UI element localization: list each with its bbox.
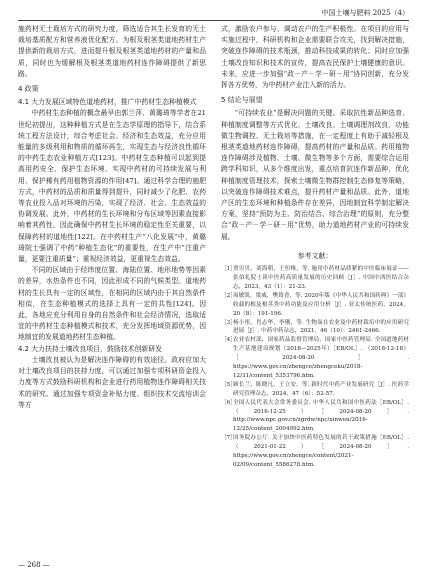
journal-issue: 中国土壤与肥料 2025（4） — [321, 9, 409, 17]
paragraph-4-2-b: 式，激励农户参与、调动农户的生产积极性。在项目的应用与实施过程中，科研机构和企业需要联合攻关，找到解决措施，突破连作障碍的技术瓶颈，推动科技成果的转化；同时应加强土壤改良知识和技术的宣传，提高农民保护土壤健康的意识。未来，应进一步加强“政－产－学－研－用”协同创新，充分发挥各方优势，为中药材产业注入新的活力。 — [221, 25, 409, 90]
reference-text: 全国人民代表大会常务委员会. 中华人民共和国中医药法［EB/OL］. （2016-12-25）［2024-08-20］. http://www.npc.gov.cn/zgrdw/npc/xinwen/2016-12/25/content_2004992.htm. — [233, 399, 409, 433]
intro-paragraph: 施药材无土栽培方式的研究力度，筛选适合其生长发育的无土栽培基质配方和营养液优化配方。为根及根茎类道地药材生产提供新的栽培方式，进而提升根及根茎类道地药材的产量和品质，同时也为缓解根及根茎类道地药材连作障碍提供了新思路。 — [18, 25, 206, 78]
reference-text: 顾长兰，陈晓凡，王立安，等. 新时代中药产业发展研究［J］. 医药学研究管理杂志，2024，47（6）：52-57. — [233, 381, 409, 397]
paragraph-4-1-b: 不同的区域由于经纬度位置、海陆位置、地形地势等因素的差异，水热条件也不同，因此形成不同的气候类型。道地药材的生长具有一定的区域性，在相同的区域内由于其自然条件相似，在生态种植模式的选择上具有一定的共性[124]。因此，各地应充分利用自身的自然条件和社会经济情况，选取适宜的中药材生态种植模式和技术，充分发挥地域资源优势，因地制宜的发展道地药材生态种植。 — [18, 266, 206, 342]
subsection-4-2-heading: 4.2 大力扶持土壤改良项目，鼓励技术创新研发 — [18, 344, 163, 353]
reference-list — [221, 265, 409, 470]
reference-item — [221, 381, 409, 399]
reference-text: 国务院办公厅. 关于加快中医药特色发展的若干政策措施［EB/OL］. （2021-01-22）［2024-08-20］. https://www.gov.cn/zhengce/content/2021-02/09/content_5586278.htm. — [233, 435, 409, 468]
reference-number: ［3］ — [221, 319, 236, 326]
reference-item — [221, 434, 409, 470]
paragraph-4-1-a: 中药材生态种植的概念最早由郭兰萍、黄璐琦等学者在21世纪初提出，这种种植方式是在生态学原理的指导下，结合系统工程方法设计，综合考虑社会、经济和生态效益，充分应用能量的多级利用和物质的循环再生，实现生态与经济良性循环的中药生态农业种植方式[123]。中药材生态种植可以起到提高用药安全、保护生态环境、实现中药材的可持续发展与利用、保护稀有药用植物资源的作用[47]。通过科学合理的施肥方式，中药材的品质和质量得到提升，同时减少了化肥、农药等农业投入品对环境的污染，实现了经济、社会、生态效益的协调发展。此外，中药材的生长环境和分布区域等因素直接影响着其药性，因此确保中药材生长环境的稳定性至关重要，以保障药材的道地性[122]。在中药材生产“八化发展”中，黄璐琦院士强调了中药“种植生态化”的重要性，在生产中“注重产量，更要注重质量”；重视经济效益，更重视生态效益。 — [18, 109, 206, 264]
reference-number: ［4］ — [221, 337, 236, 344]
right-column — [221, 24, 409, 470]
left-column — [18, 24, 206, 411]
paragraph-5: “可持续农业”是解决问题的关键。采取抗性新品种选育、种植制度调整等方式优化、土壤改良、土壤调理剂改良、功能微生物调控、无土栽培等措施，在一定程度上有助于减轻根及根茎类道地药材连作障碍，提高药材的产量和品质。药用植物连作障碍涉及植物、土壤、微生物等多个方面，需要综合运用跨学科知识，从多个维度出发，重点培育抗连作新品种，优化种植制度管理技术，探索土壤微生物群控制生态修复等策略，以突破连作障碍技术难点，提升药材产量和品质。此外，道地产区的生态环境和种植条件存在差异，因地制宜科学制定解决方案，坚持“预防为主、防治结合、综合治理”的原则，充分整合“政－产－学－研－用”优势，助力道地药材产业的可持续发展。 — [221, 109, 409, 241]
reference-number: ［5］ — [221, 381, 236, 388]
reference-number: ［1］ — [221, 266, 236, 273]
reference-text: 贾贝贝，刘海朝，王恒椎，等. 施用中药材品质紧的中医临床展证——张伯礼院士谈中医药高质量发展的历史回顾［J］. 中国中西医结合杂志，2023，43（1）：21-23. — [233, 266, 409, 290]
reference-item — [221, 292, 409, 319]
reference-text: 农业农村部，国家药品监督管理局，国家中医药管理局. 全国道地药材生产基地建设规划（2018—2025年）［EB/OL］. （2018-12-18）［2024-08-20］. https://www.gov.cn/zhengce/zhengceku/2018-12/31/content_5353796.htm. — [233, 337, 409, 379]
reference-number: ［6］ — [221, 399, 236, 406]
page-number: — 268 — — [18, 561, 50, 569]
reference-item — [221, 319, 409, 337]
reference-number: ［2］ — [221, 292, 236, 299]
references-heading: 参考文献： — [297, 251, 333, 260]
paragraph-4-2-a: 土壤改良被认为是解决连作障碍的有效途径。政府应加大对土壤改良项目的扶持力度，可以通过加强专项科研资金投入力度等方式鼓励科研机构和企业进行药用植物连作障碍相关技术的研究。通过加强专项资金补贴力度、组织技术交流培训会等方 — [18, 355, 206, 409]
reference-item — [221, 399, 409, 435]
subsection-4-1-heading: 4.1 大力发展区域特色道地药材，推广中药材生态种植模式 — [18, 98, 197, 107]
reference-item — [221, 336, 409, 381]
section-4-heading: 4 政策 — [18, 85, 39, 94]
reference-text: 周敏凯，梁威，樊筠香，等. 2020年版《中华人民共和国药典》一部》收载的根及根茎类中药功能及应用分析［J］. 亚太传统医药，2024，20（8）：191-196. — [233, 292, 409, 317]
reference-item — [221, 265, 409, 292]
reference-number: ［7］ — [221, 435, 236, 442]
running-header — [18, 8, 409, 21]
reference-text: 杨小彤，肖志华，李珊，等. 生物炭在农业及中药材栽培中的应用研究进展［J］. 中药中药杂志，2021，46（10）：2461-2466. — [233, 319, 409, 335]
section-5-heading: 5 结论与展望 — [221, 96, 263, 105]
